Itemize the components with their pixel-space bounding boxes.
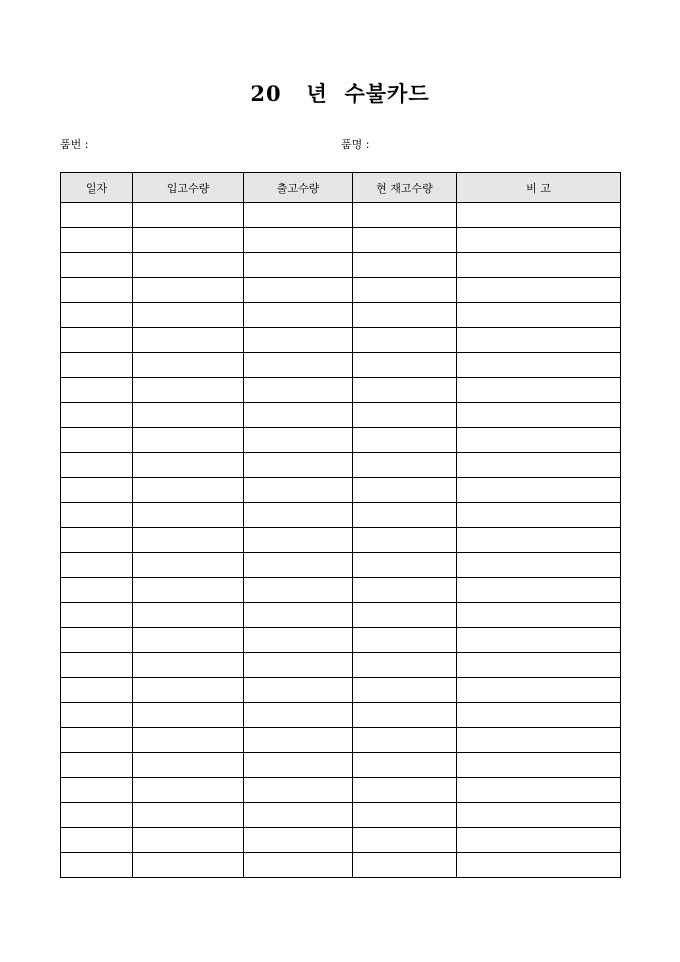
table-cell <box>61 828 133 853</box>
table-cell <box>244 578 353 603</box>
table-row <box>61 303 621 328</box>
table-cell <box>61 678 133 703</box>
table-cell <box>133 778 244 803</box>
table-row <box>61 528 621 553</box>
table-cell <box>244 728 353 753</box>
table-cell <box>61 453 133 478</box>
table-cell <box>61 278 133 303</box>
table-cell <box>353 428 457 453</box>
table-cell <box>133 703 244 728</box>
table-cell <box>133 328 244 353</box>
table-cell <box>61 778 133 803</box>
table-cell <box>244 628 353 653</box>
table-cell <box>61 203 133 228</box>
table-cell <box>457 703 621 728</box>
table-row <box>61 678 621 703</box>
table-cell <box>133 628 244 653</box>
table-row <box>61 753 621 778</box>
table-row <box>61 503 621 528</box>
table-cell <box>457 778 621 803</box>
table-row <box>61 553 621 578</box>
table-cell <box>244 403 353 428</box>
table-cell <box>61 578 133 603</box>
table-cell <box>133 853 244 878</box>
table-cell <box>61 228 133 253</box>
table-row <box>61 603 621 628</box>
document-title: 20 년 수불카드 <box>250 81 430 106</box>
table-cell <box>457 478 621 503</box>
table-cell <box>244 678 353 703</box>
table-cell <box>61 853 133 878</box>
table-cell <box>61 603 133 628</box>
table-cell <box>457 378 621 403</box>
table-cell <box>353 378 457 403</box>
table-cell <box>457 453 621 478</box>
table-cell <box>457 678 621 703</box>
header-issued-qty: 출고수량 <box>244 173 353 203</box>
table-row <box>61 278 621 303</box>
table-cell <box>457 728 621 753</box>
table-cell <box>133 353 244 378</box>
table-row <box>61 628 621 653</box>
table-row <box>61 203 621 228</box>
table-cell <box>61 553 133 578</box>
header-date: 일자 <box>61 173 133 203</box>
table-cell <box>133 528 244 553</box>
table-cell <box>133 253 244 278</box>
table-cell <box>457 853 621 878</box>
table-cell <box>244 753 353 778</box>
table-cell <box>61 403 133 428</box>
table-cell <box>133 753 244 778</box>
table-cell <box>457 328 621 353</box>
table-cell <box>457 253 621 278</box>
table-row <box>61 803 621 828</box>
table-cell <box>457 428 621 453</box>
table-cell <box>61 728 133 753</box>
table-cell <box>244 203 353 228</box>
table-cell <box>353 628 457 653</box>
table-cell <box>61 753 133 778</box>
table-cell <box>133 603 244 628</box>
table-cell <box>457 578 621 603</box>
table-cell <box>133 303 244 328</box>
table-cell <box>244 603 353 628</box>
table-cell <box>61 803 133 828</box>
table-cell <box>244 353 353 378</box>
table-cell <box>61 303 133 328</box>
header-received-qty: 입고수량 <box>133 173 244 203</box>
header-remarks: 비 고 <box>457 173 621 203</box>
item-number-label: 품번 : <box>60 138 89 151</box>
table-row <box>61 453 621 478</box>
table-cell <box>133 278 244 303</box>
table-cell <box>457 403 621 428</box>
table-cell <box>353 803 457 828</box>
table-cell <box>244 803 353 828</box>
table-cell <box>244 553 353 578</box>
table-cell <box>133 728 244 753</box>
table-cell <box>244 253 353 278</box>
table-cell <box>133 428 244 453</box>
table-cell <box>244 653 353 678</box>
table-cell <box>133 553 244 578</box>
table-row <box>61 353 621 378</box>
table-cell <box>353 328 457 353</box>
table-cell <box>353 453 457 478</box>
table-cell <box>244 528 353 553</box>
table-cell <box>244 778 353 803</box>
table-cell <box>244 228 353 253</box>
table-row <box>61 478 621 503</box>
table-cell <box>353 828 457 853</box>
table-cell <box>353 278 457 303</box>
table-cell <box>353 703 457 728</box>
table-cell <box>457 203 621 228</box>
table-cell <box>244 453 353 478</box>
table-cell <box>457 603 621 628</box>
table-cell <box>457 828 621 853</box>
table-cell <box>61 328 133 353</box>
table-cell <box>457 628 621 653</box>
table-cell <box>353 578 457 603</box>
table-cell <box>353 853 457 878</box>
table-row <box>61 328 621 353</box>
table-cell <box>244 378 353 403</box>
table-cell <box>353 728 457 753</box>
table-cell <box>133 228 244 253</box>
table-cell <box>133 378 244 403</box>
table-cell <box>133 503 244 528</box>
table-cell <box>353 403 457 428</box>
table-row <box>61 228 621 253</box>
table-body <box>61 203 621 878</box>
table-cell <box>61 628 133 653</box>
table-cell <box>244 703 353 728</box>
table-row <box>61 728 621 753</box>
table-cell <box>457 228 621 253</box>
table-cell <box>133 828 244 853</box>
table-cell <box>61 703 133 728</box>
table-cell <box>353 603 457 628</box>
table-cell <box>133 578 244 603</box>
table-cell <box>353 678 457 703</box>
table-cell <box>457 753 621 778</box>
table-cell <box>133 203 244 228</box>
table-cell <box>244 503 353 528</box>
stock-ledger-table <box>60 172 621 878</box>
table-cell <box>457 528 621 553</box>
header-current-stock: 현 재고수량 <box>353 173 457 203</box>
table-cell <box>353 528 457 553</box>
table-cell <box>353 753 457 778</box>
table-cell <box>457 803 621 828</box>
table-cell <box>353 778 457 803</box>
table-cell <box>244 328 353 353</box>
table-cell <box>457 503 621 528</box>
table-cell <box>353 353 457 378</box>
table-cell <box>244 278 353 303</box>
table-cell <box>457 353 621 378</box>
table-row <box>61 253 621 278</box>
table-cell <box>133 403 244 428</box>
table-cell <box>353 303 457 328</box>
table-cell <box>61 353 133 378</box>
table-cell <box>353 228 457 253</box>
table-cell <box>133 803 244 828</box>
table-cell <box>353 653 457 678</box>
item-name-label: 품명 : <box>341 138 370 151</box>
table-cell <box>61 653 133 678</box>
table-cell <box>353 253 457 278</box>
table-row <box>61 853 621 878</box>
table-cell <box>61 253 133 278</box>
table-row <box>61 403 621 428</box>
table-cell <box>133 478 244 503</box>
table-cell <box>353 478 457 503</box>
table-cell <box>61 528 133 553</box>
table-cell <box>133 453 244 478</box>
table-row <box>61 703 621 728</box>
table-cell <box>133 678 244 703</box>
table-cell <box>457 278 621 303</box>
table-cell <box>61 503 133 528</box>
table-row <box>61 653 621 678</box>
table-row <box>61 828 621 853</box>
table-cell <box>353 553 457 578</box>
table-row <box>61 578 621 603</box>
table-cell <box>133 653 244 678</box>
table-cell <box>61 428 133 453</box>
table-cell <box>61 378 133 403</box>
table-row <box>61 778 621 803</box>
table-cell <box>457 303 621 328</box>
table-cell <box>353 203 457 228</box>
table-cell <box>244 303 353 328</box>
table-cell <box>244 828 353 853</box>
table-cell <box>244 853 353 878</box>
table-row <box>61 428 621 453</box>
table-cell <box>457 653 621 678</box>
table-cell <box>244 478 353 503</box>
table-cell <box>244 428 353 453</box>
table-cell <box>61 478 133 503</box>
table-row <box>61 378 621 403</box>
table-header-row <box>61 173 621 203</box>
table-cell <box>353 503 457 528</box>
table-cell <box>457 553 621 578</box>
